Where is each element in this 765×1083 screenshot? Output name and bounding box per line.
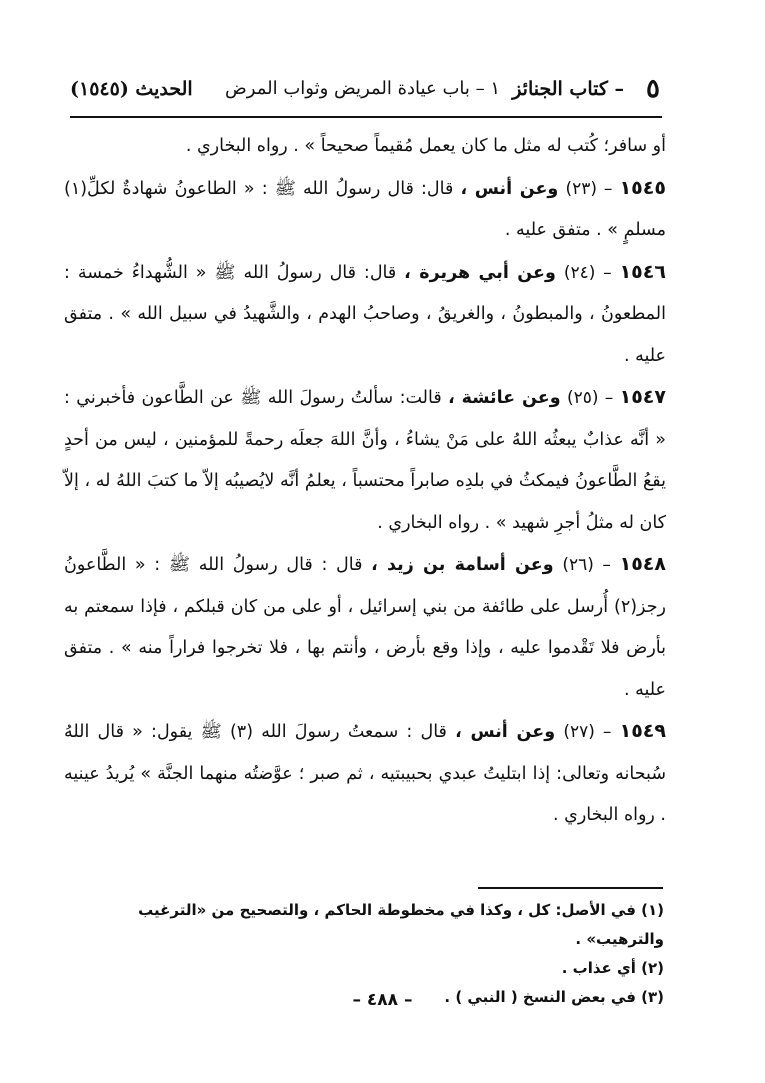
hadith-text: قال : سمعتُ رسولَ الله (٣) ﷺ يقول: « قال اللهُ سُبحانه وتعالى: إذا ابتليتُ عبدي بحبيبتيه ، ثم صبر ؛ عوَّضتُه منهما الجنَّة » يُريدُ عينيه . رواه البخاري . bbox=[64, 722, 666, 825]
hadith-1547 bbox=[64, 377, 666, 544]
hadith-ref: – (٢٦) bbox=[562, 555, 611, 575]
main-text bbox=[64, 126, 666, 837]
hadith-ref: – (٢٥) bbox=[566, 388, 614, 408]
hadith-narrator: وعن أبي هريرة ، bbox=[404, 262, 556, 283]
hadith-text: قالت: سألتُ رسولَ الله ﷺ عن الطَّاعون فأخبرني : « أنَّه عذابٌ يبعثُه اللهُ على مَنْ يشاءُ ، وأنَّ اللهَ جعلَه رحمةً للمؤمنين ، ليس من أحدٍ يقعُ الطَّاعونُ فيمكثُ في بلدِه صابراً محتسباً ، يعلمُ أنَّه لايُصيبُه إلاّ ما كتبَ اللهُ له ، إلاّ كان له مثلُ أجرِ شهيد » . رواه البخاري . bbox=[64, 388, 666, 533]
hadith-1546 bbox=[64, 252, 666, 378]
hadith-range: الحديث (١٥٤٥) bbox=[70, 78, 193, 100]
page-number: – ٤٨٨ – bbox=[352, 990, 413, 1010]
chapter-title: ١ – باب عيادة المريض وثواب المرض bbox=[225, 78, 500, 99]
hadith-text: قال: قال رسولُ الله ﷺ « الشُّهداءُ خمسة : المطعونُ ، والمبطونُ ، والغريقُ ، وصاحبُ الهدم ، والشَّهيدُ في سبيل الله » . متفق عليه . bbox=[64, 262, 666, 366]
running-header bbox=[70, 74, 660, 108]
hadith-narrator: وعن عائشة ، bbox=[448, 388, 561, 408]
hadith-number: ١٥٤٧ bbox=[619, 386, 666, 408]
hadith-ref: – (٢٤) bbox=[563, 262, 612, 283]
hadith-text: قال : قال رسولُ الله ﷺ : « الطَّاعونُ رجز(٢) أُرسل على طائفة من بني إسرائيل ، أو على من كان قبلكم ، فإذا سمعتم به بأرض فلا تَقْدموا عليه ، وإذا وقع بأرض ، وأنتم بها ، فلا تخرجوا فراراً منه » . متفق عليه . bbox=[64, 555, 666, 700]
hadith-1548 bbox=[64, 544, 666, 711]
header-divider bbox=[70, 116, 662, 118]
book-title: – كتاب الجنائز bbox=[512, 78, 624, 100]
hadith-ref: – (٢٣) bbox=[565, 178, 613, 199]
hadith-number: ١٥٤٩ bbox=[619, 720, 666, 742]
hadith-text: قال: قال رسولُ الله ﷺ : « الطاعونُ شهادةٌ لكلِّ(١) مسلمٍ » . متفق عليه . bbox=[64, 178, 666, 240]
footnote-divider bbox=[478, 887, 663, 889]
paragraph-continuation bbox=[64, 126, 666, 168]
hadith-narrator: وعن أنس ، bbox=[460, 178, 559, 199]
hadith-1545 bbox=[64, 168, 666, 252]
hadith-narrator: وعن أسامة بن زيد ، bbox=[371, 555, 554, 575]
paragraph-text: أو سافر؛ كُتب له مثل ما كان يعمل مُقيماً صحيحاً » . رواه البخاري . bbox=[185, 136, 666, 156]
hadith-ref: – (٢٧) bbox=[563, 722, 612, 742]
hadith-number: ١٥٤٦ bbox=[619, 260, 666, 283]
hadith-number: ١٥٤٥ bbox=[619, 176, 666, 199]
footnote: (١) في الأصل: كل ، وكذا في مخطوطة الحاكم ، والتصحيح من «الترغيب والترهيب» . bbox=[138, 901, 664, 948]
footnote: (٣) في بعض النسخ ( النبي ) . bbox=[444, 988, 664, 1006]
book-number: ٥ bbox=[646, 74, 660, 104]
hadith-number: ١٥٤٨ bbox=[619, 553, 666, 575]
footnote: (٢) أي عذاب . bbox=[561, 959, 664, 977]
hadith-1549 bbox=[64, 711, 666, 837]
hadith-narrator: وعن أنس ، bbox=[455, 722, 556, 742]
